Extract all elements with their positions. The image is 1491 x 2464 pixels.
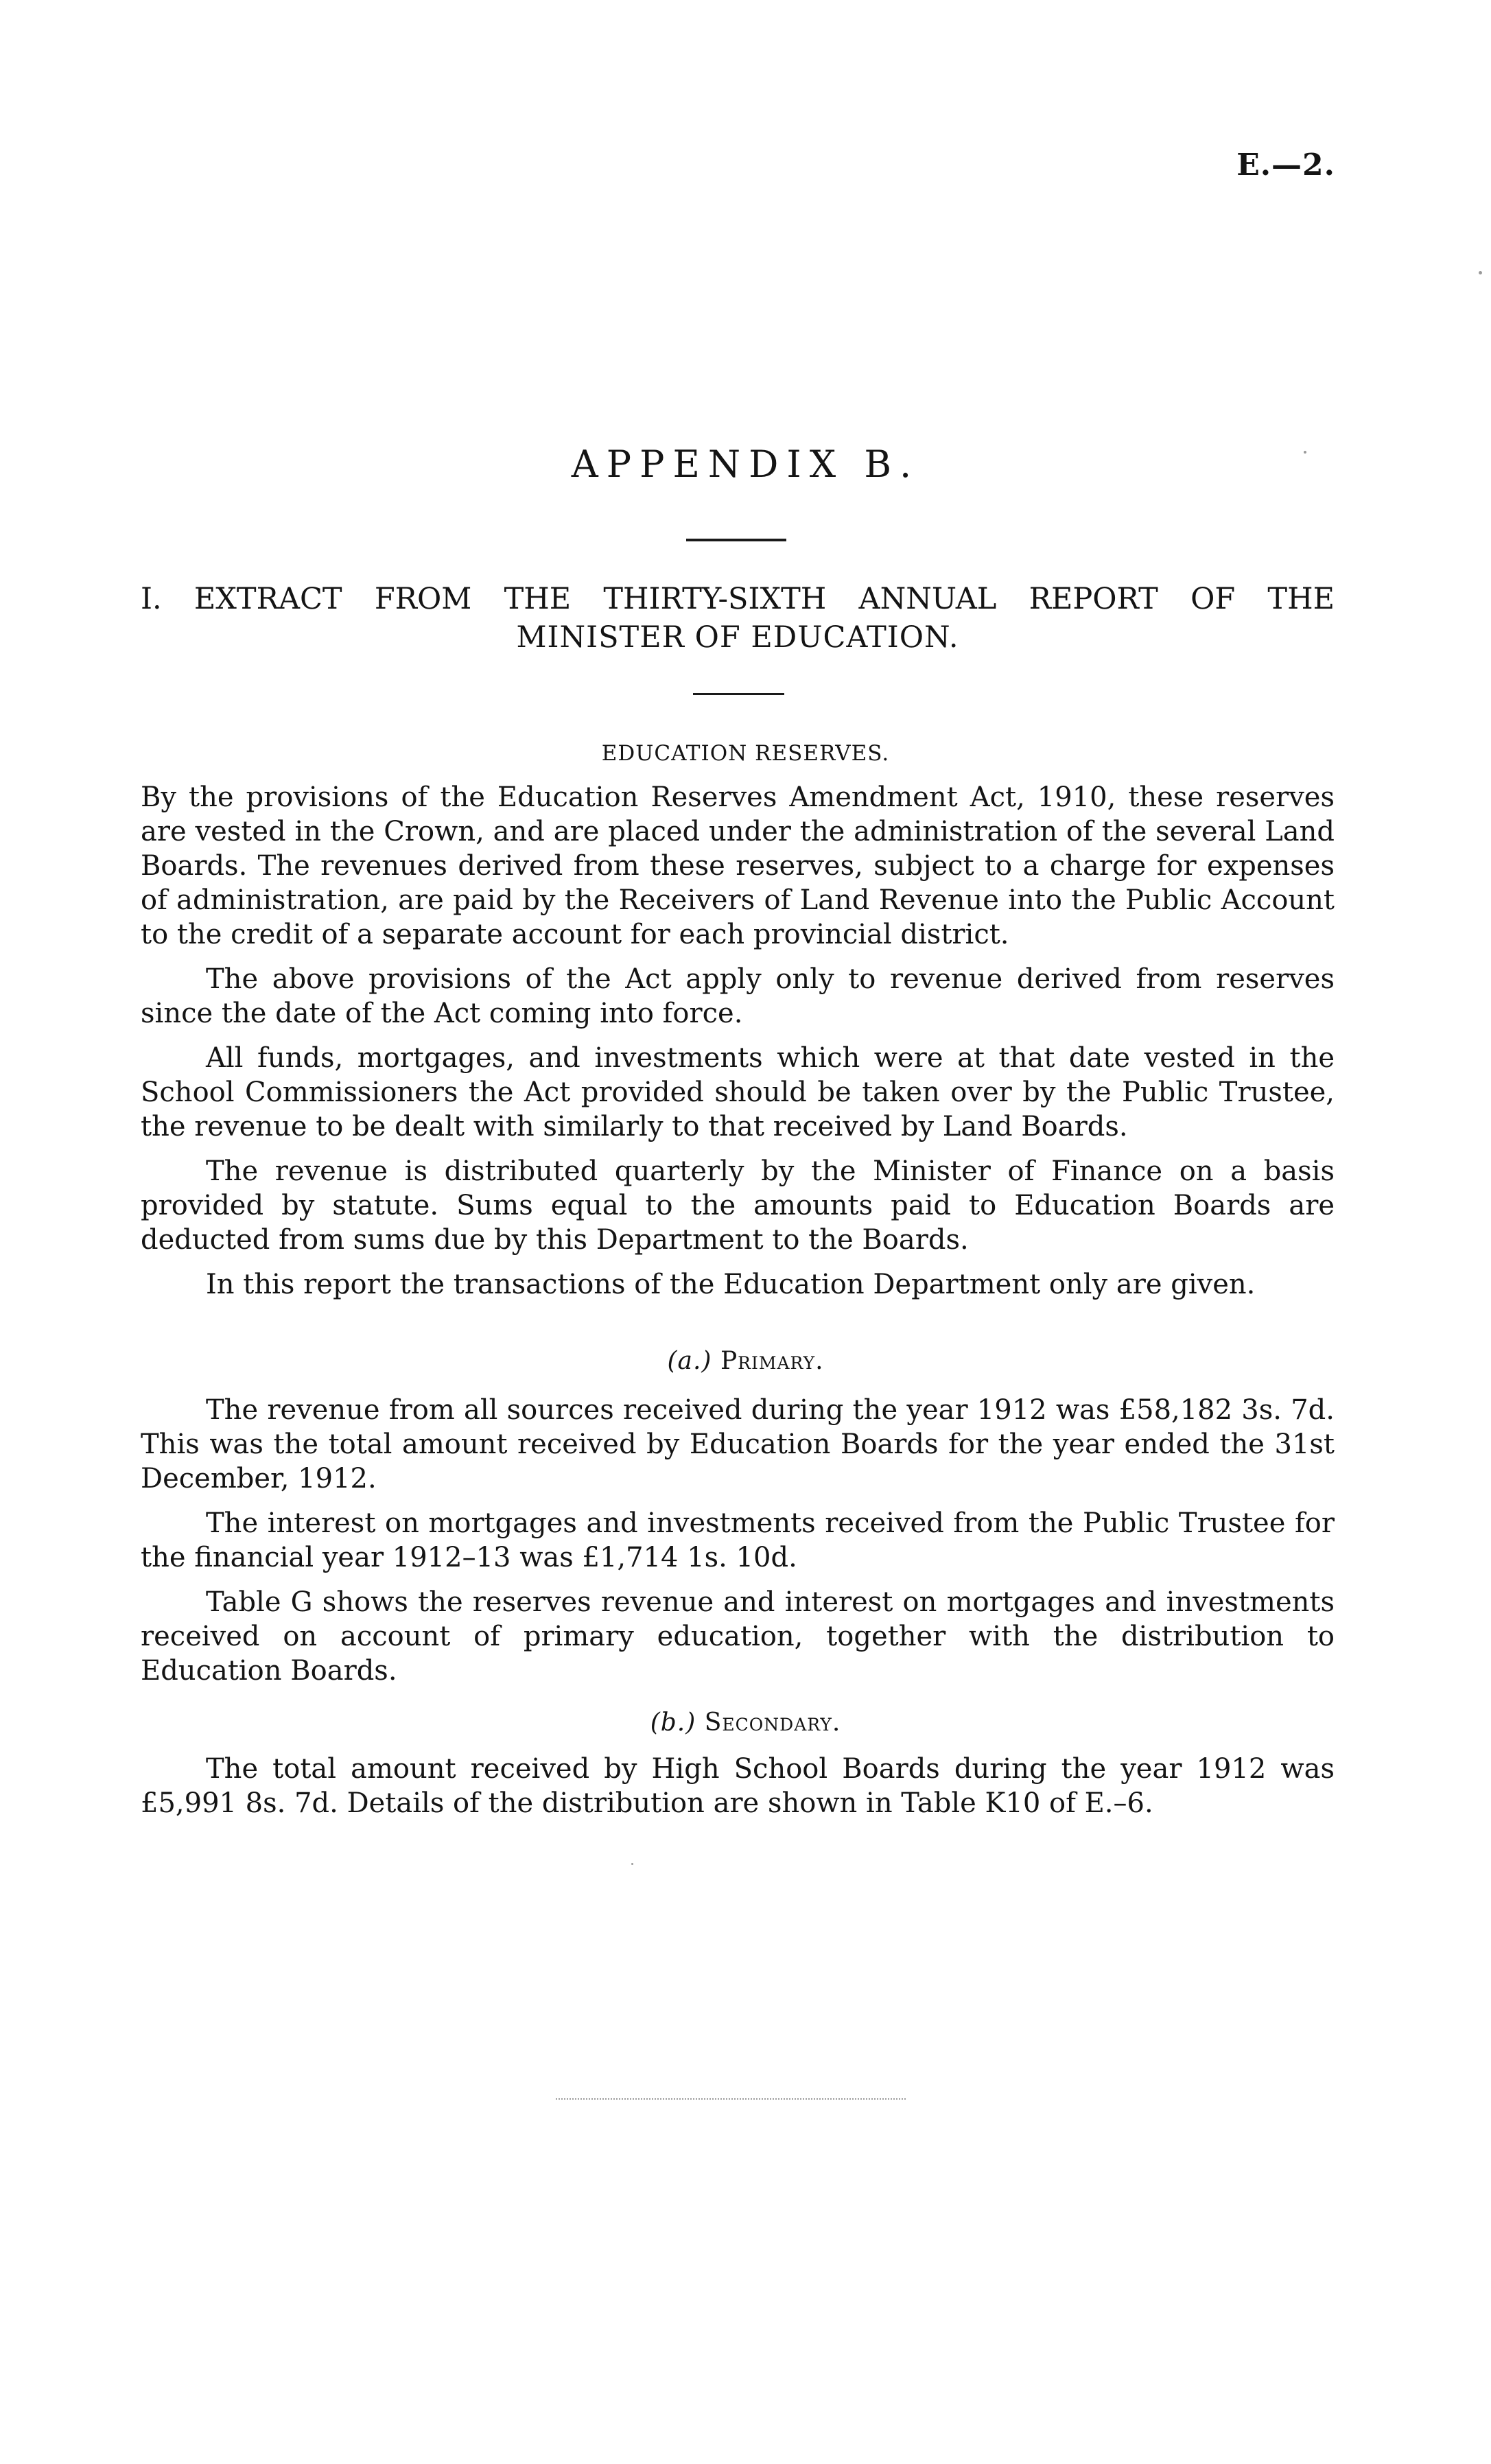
primary-text (141, 1393, 1335, 1698)
paragraph: All funds, mortgages, and investments which were at that date vested in the School Commissioners the Act provided should be taken over by the Public Trustee, the revenue to be dealt with similarly to that received by Land Boards. (141, 1042, 1335, 1142)
paragraph: In this report the transactions of the Education Department only are given. (206, 1269, 1256, 1300)
paragraph: The revenue is distributed quarterly by the Minister of Finance on a basis provided by statute. Sums equal to the amounts paid to Education Boards are deducted from sums due by this Department to the Boards. (141, 1155, 1335, 1256)
heading-word: THE (504, 582, 572, 616)
paper-speck (1304, 451, 1306, 454)
heading-word: EXTRACT (193, 582, 342, 616)
section-rule (693, 693, 784, 695)
primary-heading (0, 1347, 1491, 1375)
heading-word: I. (141, 582, 162, 616)
end-rule (556, 2098, 906, 2100)
heading-word: THIRTY-SIXTH (603, 582, 827, 616)
paragraph: The interest on mortgages and investments received from the Public Trustee for the financial year 1912–13 was £1,714 1s. 10d. (141, 1507, 1335, 1573)
title-rule (686, 539, 786, 541)
paragraph: The revenue from all sources received during the year 1912 was £58,182 3s. 7d. This was the total amount received by Education Boards for the year ended the 31st December, 1912. (141, 1394, 1335, 1494)
secondary-heading-label: Secondary. (704, 1709, 841, 1737)
paragraph: The total amount received by High School Boards during the year 1912 was £5,991 8s. 7d. Details of the distribution are shown in Table K10 of E.–6. (141, 1753, 1335, 1819)
secondary-heading-prefix: (b.) (650, 1709, 696, 1737)
paragraph: By the provisions of the Education Reserves Amendment Act, 1910, these reserves are vested in the Crown, and are placed under the administration of the several Land Boards. The revenues derived from these reserves, subject to a charge for expenses of administration, are paid by the Receivers of Land Revenue into the Public Account to the credit of a separate account for each provincial district. (141, 782, 1335, 950)
primary-heading-prefix: (a.) (667, 1347, 712, 1375)
paragraph: Table G shows the reserves revenue and interest on mortgages and investments received on account of primary education, together with the distribution to Education Boards. (141, 1586, 1335, 1687)
section-heading-line-1 (141, 580, 1335, 618)
paragraph: The above provisions of the Act apply only to revenue derived from reserves since the date of the Act coming into force. (141, 963, 1335, 1029)
section-heading (141, 580, 1335, 657)
heading-word: OF (1190, 582, 1236, 616)
section-heading-line-2: MINISTER OF EDUCATION. (516, 620, 959, 655)
secondary-text (141, 1752, 1335, 1831)
heading-word: REPORT (1029, 582, 1158, 616)
heading-word: ANNUAL (858, 582, 997, 616)
primary-heading-label: Primary. (720, 1347, 824, 1375)
secondary-heading (0, 1709, 1491, 1737)
paper-speck (631, 1863, 633, 1865)
paper-speck (1479, 271, 1482, 274)
page-reference: E.—2. (1236, 148, 1335, 183)
heading-word: THE (1267, 582, 1335, 616)
education-reserves-text (141, 780, 1335, 1312)
appendix-title: APPENDIX B. (571, 443, 920, 486)
education-reserves-heading: EDUCATION RESERVES. (601, 741, 890, 766)
heading-word: FROM (374, 582, 472, 616)
